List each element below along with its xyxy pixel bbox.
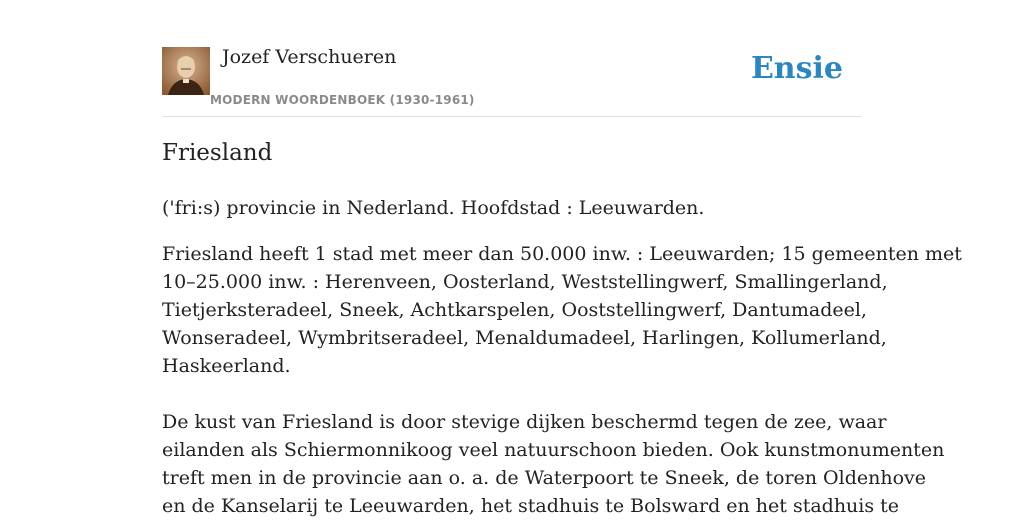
entry-title: Friesland — [162, 140, 273, 166]
entry-definition: ('fri:s) provincie in Nederland. Hoofdstad : Leeuwarden. — [162, 197, 705, 219]
page — [162, 0, 962, 517]
entry-paragraph-1 — [162, 240, 962, 380]
paragraph-line: 10–25.000 inw. : Herenveen, Oosterland, Weststellingwerf, Smallingerland, — [162, 271, 888, 293]
paragraph-line: en de Kanselarij te Leeuwarden, het stadhuis te Bolsward en het stadhuis te — [162, 495, 900, 517]
brand-logo[interactable]: Ensie — [750, 51, 843, 86]
paragraph-line: Wonseradeel, Wymbritseradeel, Menaldumadeel, Harlingen, Kollumerland, — [162, 327, 887, 349]
paragraph-line: De kust van Friesland is door stevige dijken beschermd tegen de zee, waar — [162, 411, 887, 433]
source-label[interactable]: MODERN WOORDENBOEK (1930-1961) — [210, 93, 475, 107]
paragraph-line: Haskeerland. — [162, 355, 291, 377]
author-avatar[interactable] — [162, 47, 210, 95]
paragraph-line: Tietjerksteradeel, Sneek, Achtkarspelen, Ooststellingwerf, Dantumadeel, — [162, 299, 867, 321]
paragraph-line: Friesland heeft 1 stad met meer dan 50.000 inw. : Leeuwarden; 15 gemeenten met — [162, 243, 962, 265]
header — [162, 0, 862, 117]
paragraph-line: eilanden als Schiermonnikoog veel natuurschoon bieden. Ook kunstmonumenten — [162, 439, 945, 461]
author-portrait-icon — [162, 47, 210, 95]
author-name[interactable]: Jozef Verschueren — [222, 46, 397, 68]
entry-paragraph-2 — [162, 408, 945, 520]
paragraph-line: treft men in de provincie aan o. a. de Waterpoort te Sneek, de toren Oldenhove — [162, 467, 926, 489]
